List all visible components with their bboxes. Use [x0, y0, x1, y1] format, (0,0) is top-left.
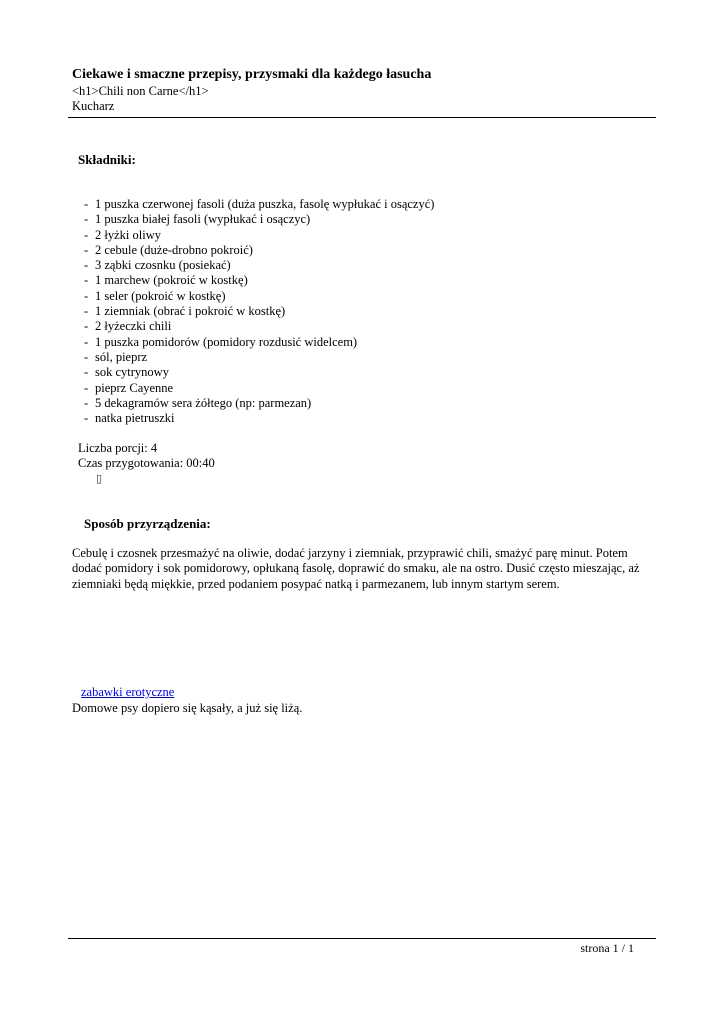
- prep-time: Czas przygotowania: 00:40: [78, 456, 215, 470]
- list-item: - 2 łyżki oliwy: [84, 227, 161, 242]
- list-item: - pieprz Cayenne: [84, 380, 174, 395]
- preparation-heading: Sposób przyrządzenia:: [84, 516, 211, 531]
- list-item: - 2 łyżeczki chili: [84, 319, 172, 334]
- ingredients-list: [84, 197, 434, 426]
- quote: Domowe psy dopiero się kąsały, a już się liżą.: [72, 701, 303, 715]
- list-item: - 1 ziemniak (obrać i pokroić w kostkę): [84, 304, 286, 319]
- recipe-title: <h1>Chili non Carne</h1>: [72, 84, 209, 98]
- list-item: - natka pietruszki: [84, 411, 175, 426]
- servings: Liczba porcji: 4: [78, 441, 158, 455]
- footer-rule: [68, 938, 656, 939]
- missing-glyph-icon: ▯: [96, 472, 103, 485]
- author: Kucharz: [72, 99, 115, 113]
- page-number: strona 1 / 1: [580, 941, 634, 955]
- list-item: - 1 puszka białej fasoli (wypłukać i osączyc): [84, 212, 311, 227]
- ingredients-heading: Składniki:: [78, 152, 136, 167]
- list-item: - sól, pieprz: [84, 349, 148, 364]
- list-item: - 1 marchew (pokroić w kostkę): [84, 273, 248, 288]
- header-rule: [68, 117, 656, 118]
- site-title: Ciekawe i smaczne przepisy, przysmaki dla każdego łasucha: [72, 67, 432, 82]
- list-item: - 1 seler (pokroić w kostkę): [84, 288, 226, 303]
- list-item: - 1 puszka czerwonej fasoli (duża puszka, fasolę wypłukać i osączyć): [84, 197, 435, 211]
- list-item: - 2 cebule (duże-drobno pokroić): [84, 242, 253, 257]
- list-item: - sok cytrynowy: [84, 365, 169, 380]
- promo-link[interactable]: zabawki erotyczne: [81, 685, 175, 699]
- list-item: - 1 puszka pomidorów (pomidory rozdusić widelcem): [84, 334, 358, 349]
- list-item: - 3 ząbki czosnku (posiekać): [84, 258, 231, 273]
- preparation-text: Cebulę i czosnek przesmażyć na oliwie, dodać jarzyny i ziemniak, przyprawić chili, smażyć parę minut. Potem dodać pomidory i sok pomidorowy, opłukaną fasolę, doprawić do smaku, ale na ostro. Dusić często mieszając, aż ziemniaki będą miękkie, przed podaniem posypać natką i parmezanem, lub innym startym serem.: [72, 546, 640, 591]
- list-item: - 5 dekagramów sera żółtego (np: parmezan): [84, 395, 312, 410]
